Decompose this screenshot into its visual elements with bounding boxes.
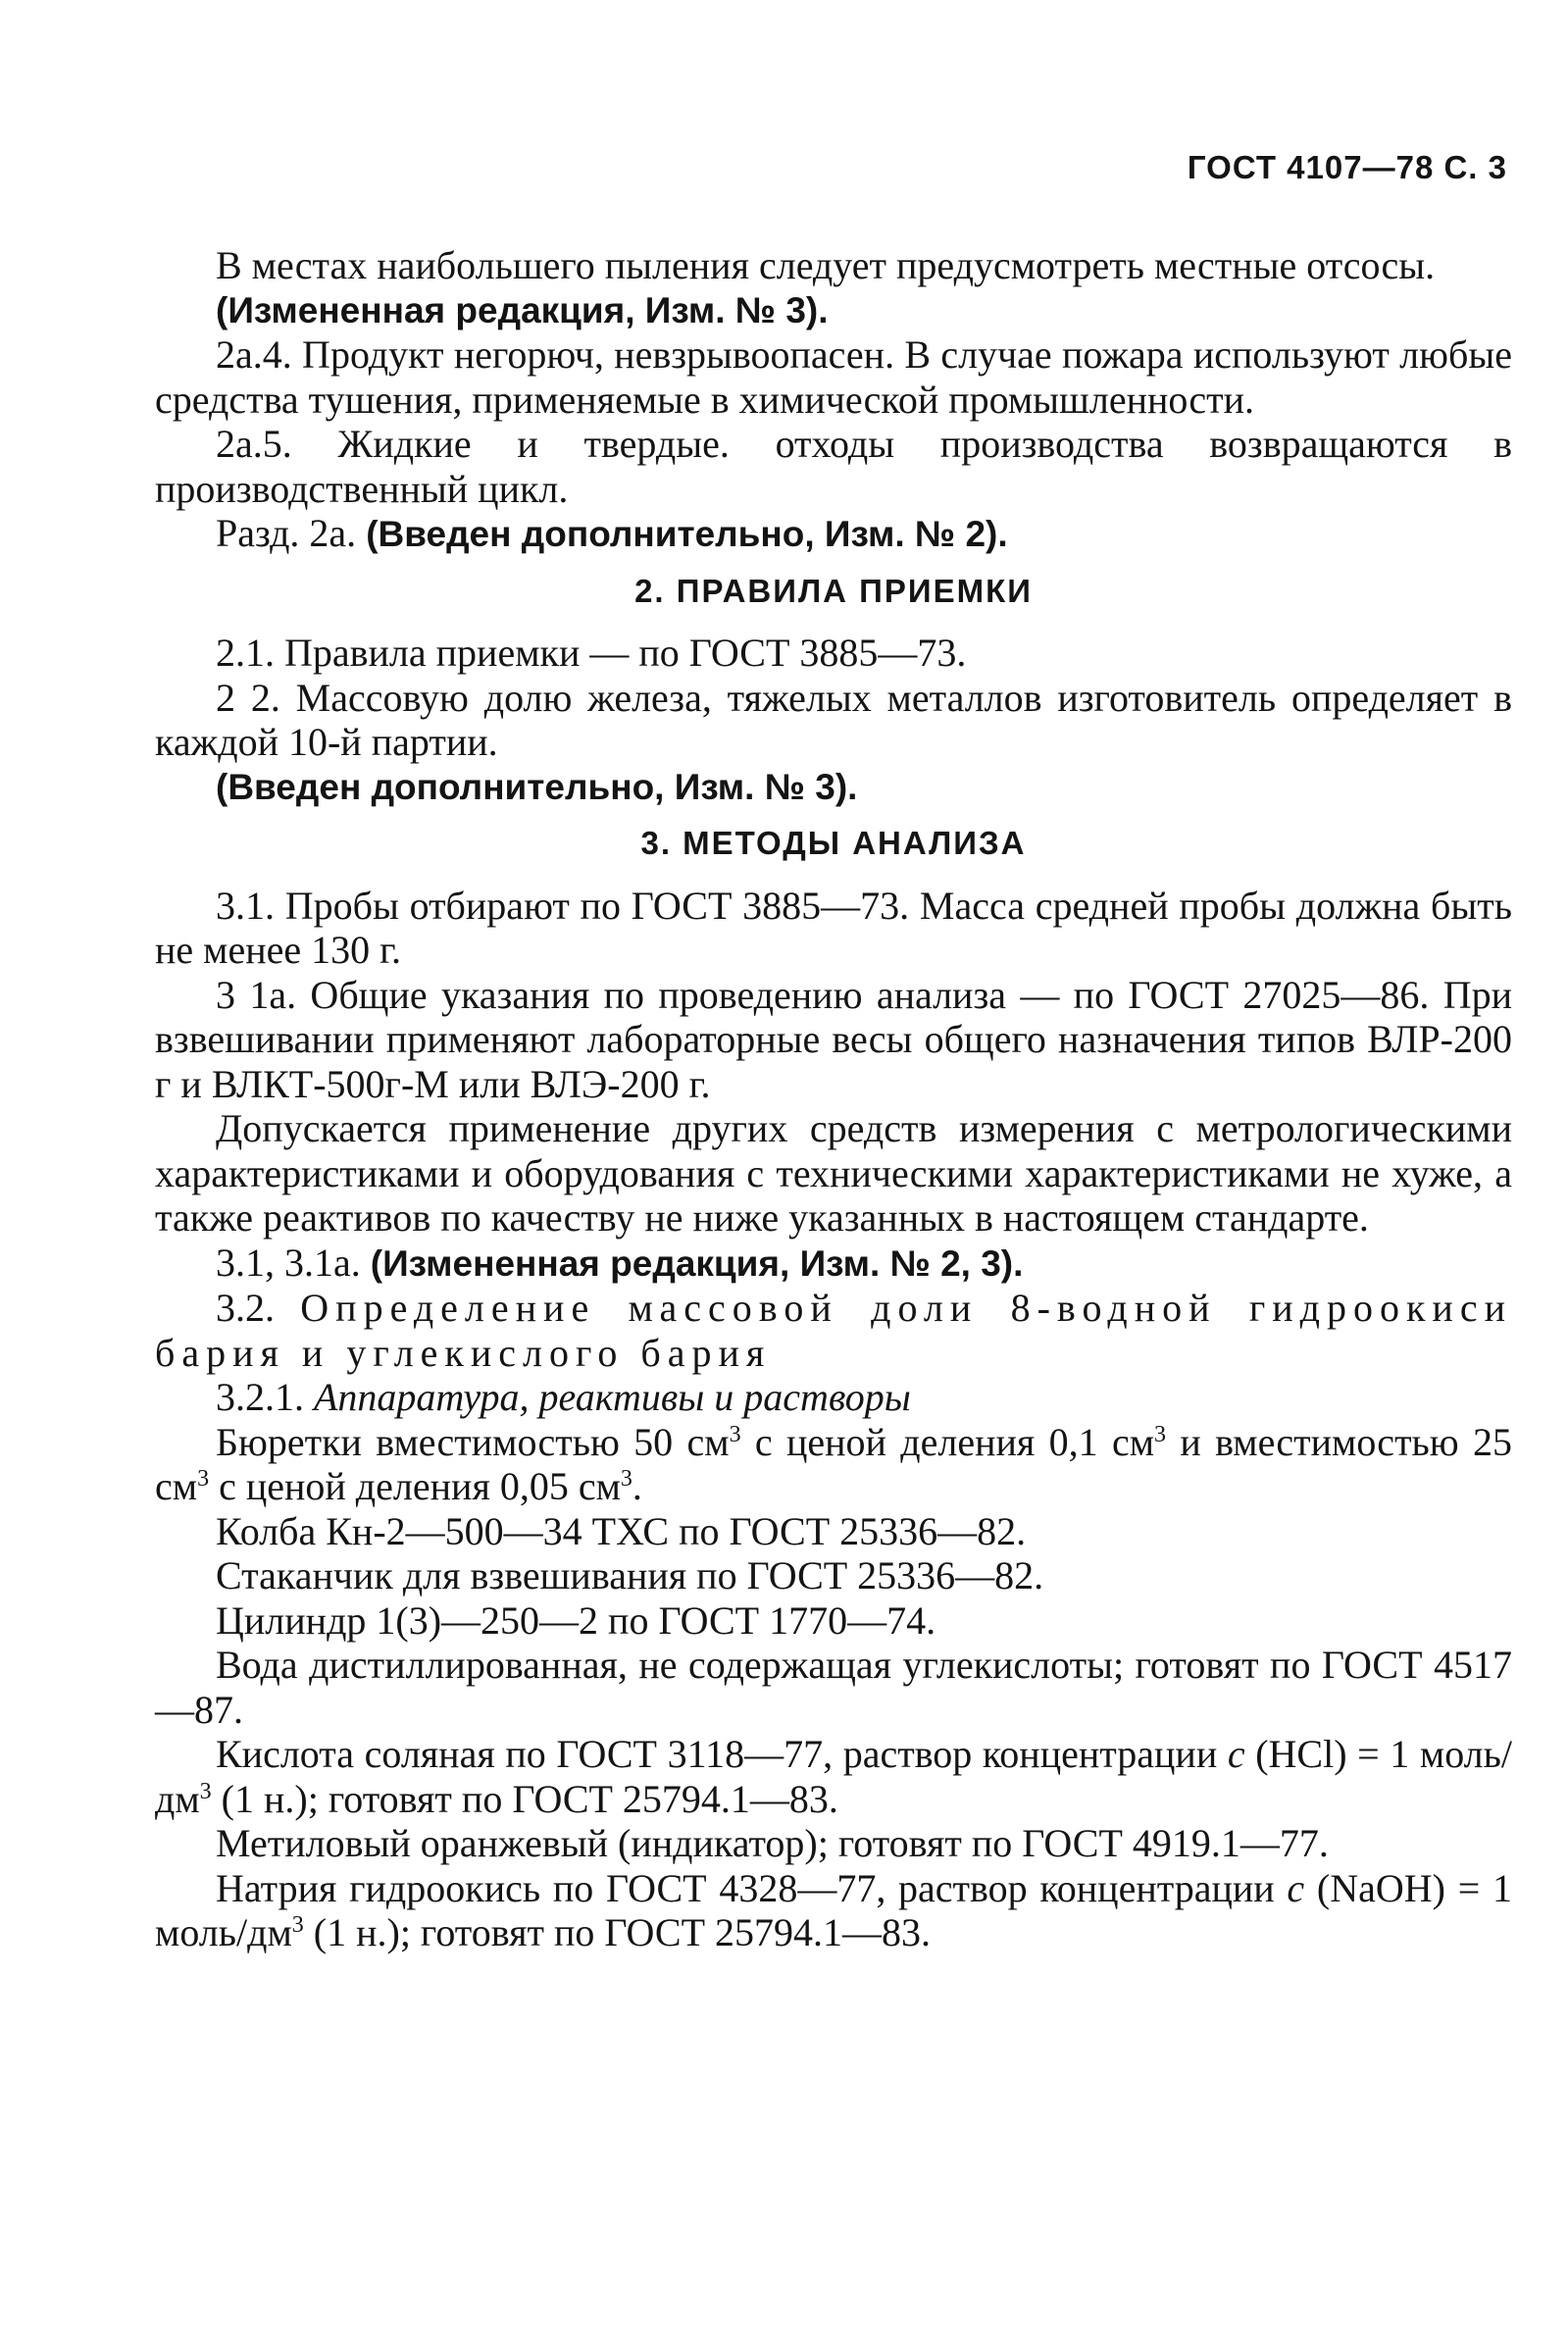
burettes-text-2: с ценой деления 0,1 см <box>740 1419 1155 1464</box>
paragraph-dust-exhaust: В местах наибольшего пыления следует предусмотреть местные отсосы. <box>216 243 1436 287</box>
paragraph-distilled-water: Вода дистиллированная, не содержащая углекислоты; готовят по ГОСТ 4517—87. <box>155 1643 1512 1732</box>
paragraph-hydrochloric-acid <box>155 1732 1512 1821</box>
paragraph-allowed-instruments: Допускается применение других средств измерения с метрологическими характеристиками и оборудования с техническими характеристиками не хуже, а также реактивов по качеству не ниже указанных в настоящем стандарте. <box>155 1106 1512 1240</box>
document-body <box>155 243 1512 1955</box>
paragraph-sodium-hydroxide <box>155 1866 1512 1955</box>
naoh-symbol-c: c <box>1287 1865 1305 1910</box>
clause-title-3-2-1: Аппаратура, реактивы и растворы <box>314 1375 911 1419</box>
clause-ref-3-1: 3.1, 3.1а. <box>216 1240 361 1285</box>
paragraph-burettes <box>155 1420 1512 1509</box>
paragraph-amendment-3-1 <box>155 1241 1512 1287</box>
paragraph-weighing-glass: Стаканчик для взвешивания по ГОСТ 25336—82. <box>216 1553 1044 1597</box>
naoh-text-2: (NaOH) = 1 моль/дм <box>155 1865 1512 1954</box>
naoh-text-3: (1 н.); готовят по ГОСТ 25794.1—83. <box>303 1910 932 1954</box>
burettes-text-5: . <box>632 1464 642 1508</box>
hcl-symbol-c: c <box>1227 1732 1245 1776</box>
burettes-text-3: и вместимостью 25 см <box>155 1419 1512 1508</box>
paragraph-3-2-heading <box>155 1286 1512 1375</box>
amendment-note-2-3: (Измененная редакция, Изм. № 2, 3). <box>370 1242 1024 1284</box>
superscript-3: 3 <box>1154 1421 1167 1447</box>
amendment-note-3: (Измененная редакция, Изм. № 3). <box>216 289 829 330</box>
hcl-text-1: Кислота соляная по ГОСТ 3118—77, раствор концентрации <box>216 1732 1228 1776</box>
superscript-3: 3 <box>197 1466 210 1492</box>
superscript-3: 3 <box>729 1421 741 1447</box>
paragraph-methyl-orange: Метиловый оранжевый (индикатор); готовят по ГОСТ 4919.1—77. <box>216 1821 1329 1865</box>
naoh-text-1: Натрия гидроокись по ГОСТ 4328—77, раствор концентрации <box>216 1865 1288 1910</box>
paragraph-2a4: 2а.4. Продукт негорюч, невзрывоопасен. В случае пожара используют любые средства тушения, применяемые в химической промышленности. <box>155 332 1512 422</box>
hcl-text-2: (HCl) = 1 моль/дм <box>155 1732 1512 1821</box>
burettes-text-1: Бюретки вместимостью 50 см <box>216 1419 730 1464</box>
paragraph-2-1: 2.1. Правила приемки — по ГОСТ 3885—73. <box>216 631 967 675</box>
section-heading-analysis-methods: 3. МЕТОДЫ АНАЛИЗА <box>640 825 1027 861</box>
paragraph-3-1: 3.1. Пробы отбирают по ГОСТ 3885—73. Масса средней пробы должна быть не менее 130 г. <box>155 883 1512 972</box>
superscript-3: 3 <box>199 1778 212 1804</box>
clause-number-3-2-1: 3.2.1. <box>216 1375 304 1419</box>
section-2a-ref: Разд. 2а. <box>216 511 357 555</box>
paragraph-2-2: 2 2. Массовую долю железа, тяжелых металлов изготовитель определяет в каждой 10-й партии. <box>155 675 1512 764</box>
paragraph-cylinder: Цилиндр 1(3)—250—2 по ГОСТ 1770—74. <box>216 1597 936 1643</box>
burettes-text-4: с ценой деления 0,05 см <box>209 1464 621 1508</box>
paragraph-3-2-1-heading <box>155 1375 1512 1420</box>
superscript-3: 3 <box>291 1912 304 1938</box>
paragraph-flask: Колба Кн-2—500—34 ТХС по ГОСТ 25336—82. <box>216 1508 1027 1553</box>
hcl-text-3: (1 н.); готовят по ГОСТ 25794.1—83. <box>211 1776 838 1821</box>
amendment-note-2: (Введен дополнительно, Изм. № 2). <box>366 514 1008 554</box>
page-header: ГОСТ 4107—78 С. 3 <box>1187 149 1507 185</box>
clause-number-3-2: 3.2. <box>216 1286 275 1330</box>
superscript-3: 3 <box>620 1466 632 1492</box>
amendment-note-added-3: (Введен дополнительно, Изм. № 3). <box>216 766 858 807</box>
clause-title-3-2: Определение массовой доли 8-водной гидроокиси бария и углекислого бария <box>155 1286 1512 1375</box>
paragraph-3-1a: 3 1а. Общие указания по проведению анализа — по ГОСТ 27025—86. При взвешивании применяют лабораторные весы общего назначения типов ВЛР-200 г и ВЛКТ-500г-М или ВЛЭ-200 г. <box>155 972 1512 1106</box>
paragraph-section-2a-note <box>155 511 1512 557</box>
paragraph-2a5: 2а.5. Жидкие и твердые. отходы производства возвращаются в производственный цикл. <box>155 422 1512 511</box>
section-heading-acceptance: 2. ПРАВИЛА ПРИЕМКИ <box>634 572 1033 609</box>
